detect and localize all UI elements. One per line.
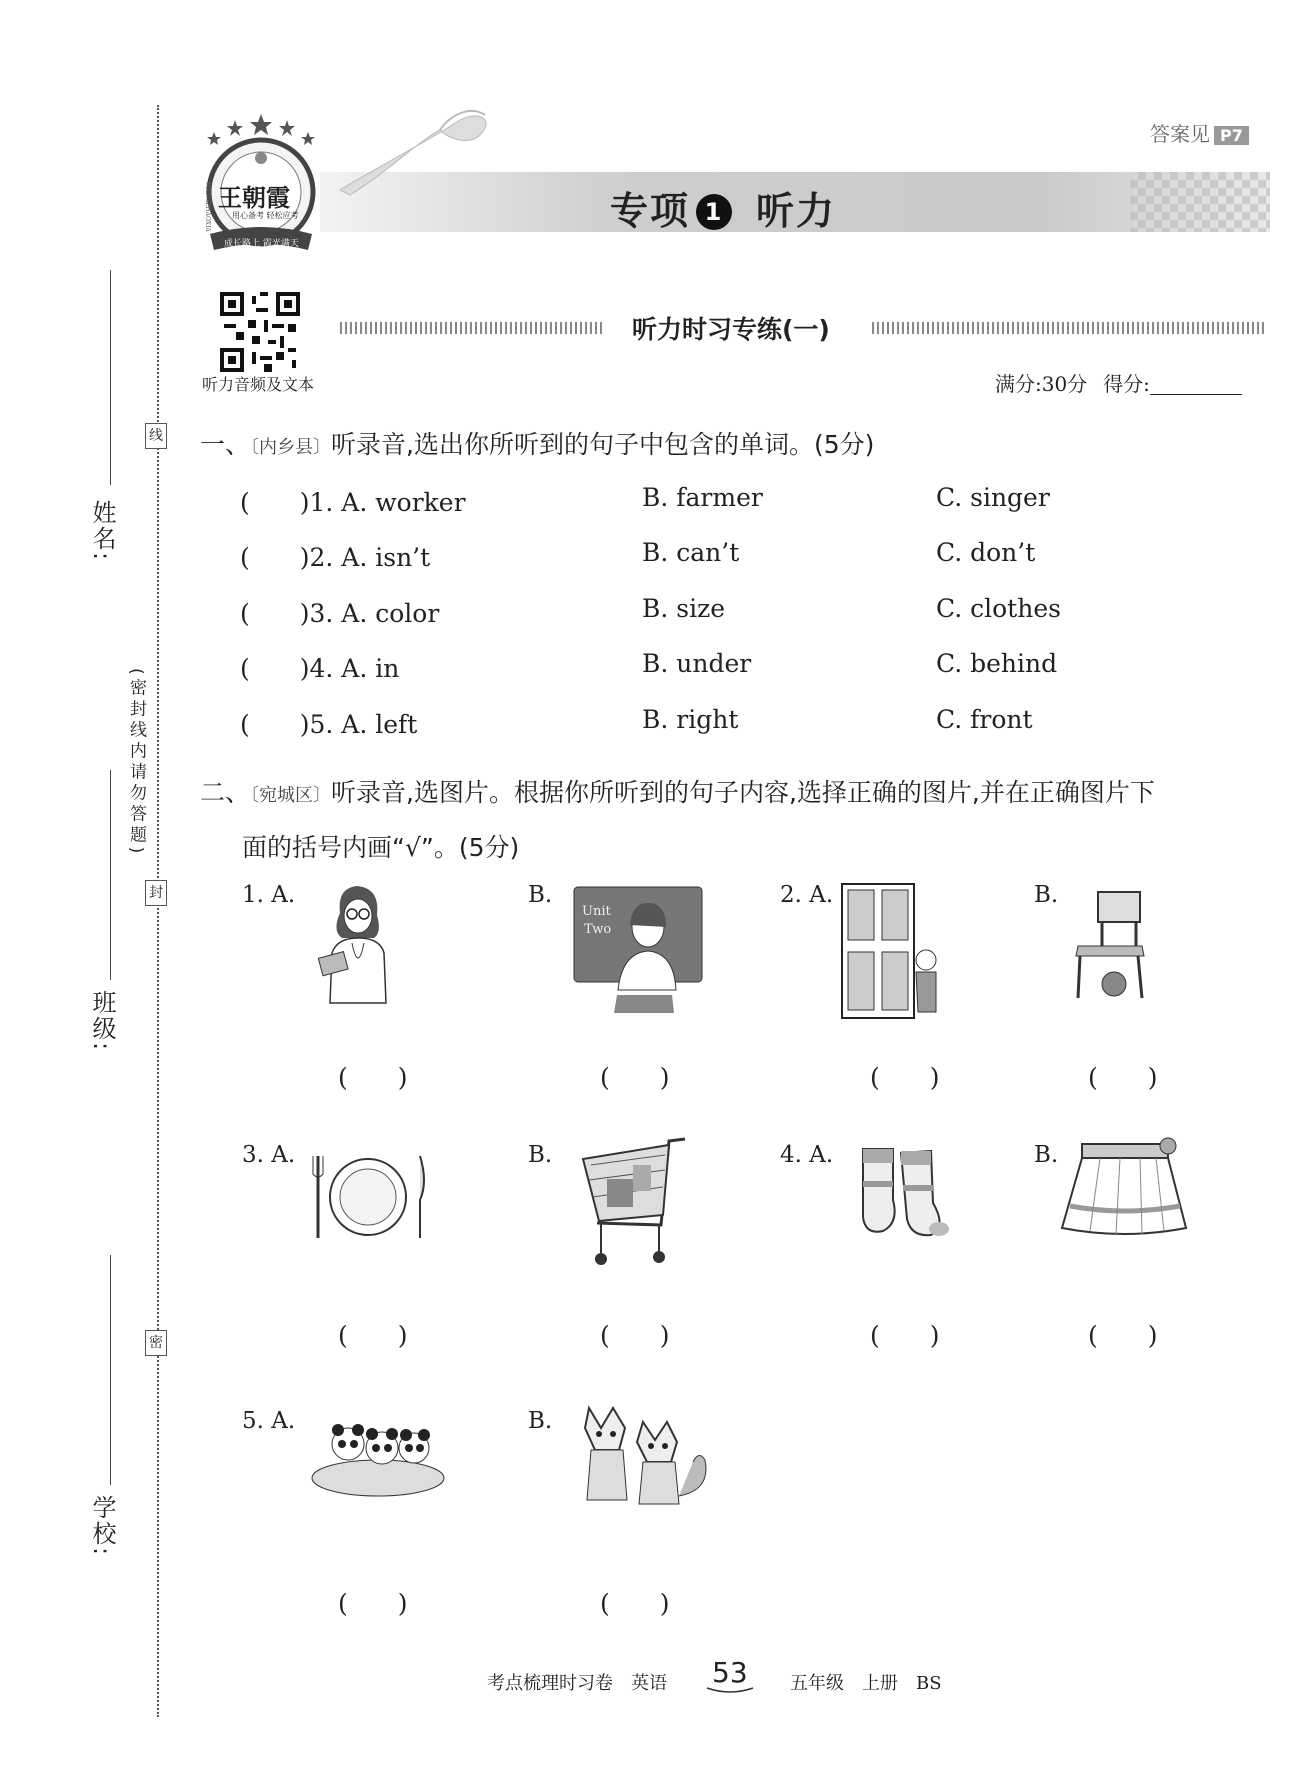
subtitle-dash-right [872,322,1267,334]
q5b-label: B. [528,1408,553,1434]
chair-picture[interactable] [1072,888,1152,1003]
board-text-unit: Unit [582,904,611,919]
q4a-label: 4. A. [780,1142,834,1168]
logo-name: 王朝霞 [218,183,290,212]
section2-instruction-line1: 听录音,选图片。根据你所听到的句子内容,选择正确的图片,并在正确图片下 [331,778,1155,807]
section2-region-tag: 〔宛城区〕 [250,785,332,806]
title-prefix: 专项 [610,189,691,233]
answer-paren-1b[interactable]: ( ) [600,1063,670,1092]
question-row[interactable]: ( )3. A. color [240,599,440,628]
seal-note: (密封线内请勿答题) [126,668,146,858]
question-row[interactable]: ( )2. A. isn’t [240,543,431,572]
door-picture[interactable] [838,882,953,1022]
option-b[interactable]: B. size [642,594,726,623]
pandas-picture[interactable] [308,1408,448,1500]
qr-code-icon[interactable] [220,292,300,372]
shopping-cart-picture[interactable] [577,1135,695,1270]
answer-paren-2a[interactable]: ( ) [870,1063,940,1092]
section-subtitle: 听力时习专练(一) [632,315,830,344]
answer-paren-5a[interactable]: ( ) [338,1589,408,1618]
option-c[interactable]: C. clothes [936,594,1061,623]
option-b[interactable]: B. can’t [642,538,740,567]
section2-instruction-line2: 面的括号内画“√”。(5分) [242,833,520,862]
qr-label: 听力音频及文本 [202,375,315,394]
q2a-label: 2. A. [780,882,834,908]
q5a-label: 5. A. [242,1408,296,1434]
option-c[interactable]: C. front [936,705,1033,734]
q1b-label: B. [528,882,553,908]
seal-box: 封 [145,880,167,906]
binding-dotted-line [157,105,159,1717]
option-b[interactable]: B. farmer [642,483,763,512]
answer-paren-3b[interactable]: ( ) [600,1321,670,1350]
score-blank[interactable] [1150,374,1242,395]
brand-logo [200,112,322,254]
doctor-picture[interactable] [312,883,402,1008]
ribbon-graphic [330,100,500,200]
name-blank-line [110,270,111,485]
skirt-picture[interactable] [1060,1136,1188,1244]
answer-reference [1150,118,1249,147]
section1-num: 一、 [200,430,251,459]
school-label: 学校: [88,1495,116,1558]
section2-heading [200,773,1155,809]
seal-closed-box: 密 [145,1330,167,1356]
answer-paren-3a[interactable]: ( ) [338,1321,408,1350]
option-b[interactable]: B. right [642,705,739,734]
score-label: 得分: [1103,372,1150,396]
answer-paren-4a[interactable]: ( ) [870,1321,940,1350]
school-blank-line [110,1255,111,1485]
q3b-label: B. [528,1142,553,1168]
option-c[interactable]: C. behind [936,649,1058,678]
subtitle-dash-left [340,322,605,334]
option-c[interactable]: C. singer [936,483,1050,512]
answer-label: 答案见 [1150,122,1210,146]
page-title [610,180,836,235]
answer-page-badge: P7 [1214,126,1249,145]
banner-checker-pattern [1130,172,1270,232]
answer-paren-1a[interactable]: ( ) [338,1063,408,1092]
logo-tagline-1: 用心备考 轻松应考 [232,211,299,220]
q4b-label: B. [1034,1142,1059,1168]
option-b[interactable]: B. under [642,649,752,678]
q2b-label: B. [1034,882,1059,908]
section2-num: 二、 [200,778,251,807]
full-score: 满分:30分 [995,372,1088,396]
section1-region-tag: 〔内乡县〕 [250,437,332,458]
board-text-two: Two [584,922,612,937]
question-row[interactable]: ( )1. A. worker [240,488,466,517]
answer-paren-5b[interactable]: ( ) [600,1589,670,1618]
page-number-book-icon [705,1686,755,1696]
title-text: 听力 [756,189,837,233]
question-row[interactable]: ( )5. A. left [240,710,418,739]
page-number: 53 [712,1656,748,1689]
logo-ring-text: WANGZHAOXIA [204,182,211,232]
teacher-picture[interactable] [572,885,704,1015]
name-label: 姓名: [88,500,116,563]
answer-paren-4b[interactable]: ( ) [1088,1321,1158,1350]
answer-paren-2b[interactable]: ( ) [1088,1063,1158,1092]
section1-heading [200,425,874,461]
socks-picture[interactable] [855,1145,970,1245]
footer-right: 五年级 上册 BS [790,1673,942,1694]
question-row[interactable]: ( )4. A. in [240,654,400,683]
foxes-picture[interactable] [575,1400,715,1510]
q3a-label: 3. A. [242,1142,296,1168]
title-number-badge: 1 [696,194,732,230]
footer-left: 考点梳理时习卷 英语 [487,1673,667,1694]
class-label: 班级: [88,990,116,1053]
seal-line-box: 线 [145,423,167,449]
option-c[interactable]: C. don’t [936,538,1036,567]
class-blank-line [110,770,111,980]
q1a-label: 1. A. [242,882,296,908]
score-area [995,368,1242,397]
plate-cutlery-picture[interactable] [310,1152,430,1242]
section1-instruction: 听录音,选出你所听到的句子中包含的单词。(5分) [331,430,875,459]
logo-tagline-2: 成长路上 霞光满天 [224,239,299,249]
